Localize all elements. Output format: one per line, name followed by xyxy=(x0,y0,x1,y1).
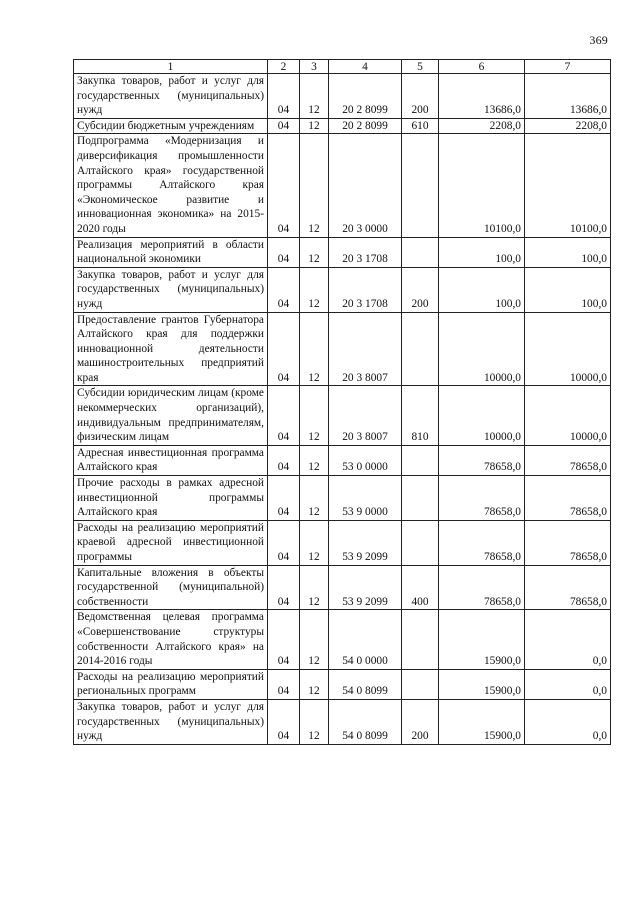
table-row xyxy=(74,386,611,445)
table-body xyxy=(74,74,611,745)
row-name-cell: Расходы на реализацию мероприятий краевой адресной инвестиционной программы xyxy=(74,520,268,565)
row-name-cell: Ведомственная целевая программа «Совершенствование структуры собственности Алтайского края» на 2014-2016 годы xyxy=(74,610,268,669)
amount-cell: 0,0 xyxy=(525,610,611,669)
expense-type-cell: 200 xyxy=(402,699,439,744)
amount-cell: 100,0 xyxy=(525,237,611,267)
expense-type-cell: 610 xyxy=(402,118,439,134)
table-row xyxy=(74,267,611,312)
subsection-code-cell: 12 xyxy=(300,699,329,744)
amount-cell: 15900,0 xyxy=(439,669,525,699)
amount-cell: 78658,0 xyxy=(525,520,611,565)
amount-cell: 10000,0 xyxy=(525,386,611,445)
amount-cell: 78658,0 xyxy=(439,445,525,475)
row-name-cell: Закупка товаров, работ и услуг для государственных (муниципальных) нужд xyxy=(74,699,268,744)
table-row xyxy=(74,476,611,521)
section-code-cell: 04 xyxy=(268,118,300,134)
amount-cell: 10000,0 xyxy=(525,312,611,386)
header-row xyxy=(74,60,611,74)
row-name-cell: Подпрограмма «Модернизация и диверсификация промышленности Алтайского края» государственной программы Алтайского края «Экономическое развитие и инновационная экономика» на 2015-2020 годы xyxy=(74,134,268,237)
section-code-cell: 04 xyxy=(268,386,300,445)
section-code-cell: 04 xyxy=(268,445,300,475)
section-code-cell: 04 xyxy=(268,669,300,699)
subsection-code-cell: 12 xyxy=(300,610,329,669)
section-code-cell: 04 xyxy=(268,476,300,521)
table-row xyxy=(74,445,611,475)
column-header: 3 xyxy=(300,60,329,74)
amount-cell: 13686,0 xyxy=(525,74,611,119)
expense-type-cell: 810 xyxy=(402,386,439,445)
amount-cell: 0,0 xyxy=(525,669,611,699)
section-code-cell: 04 xyxy=(268,520,300,565)
section-code-cell: 04 xyxy=(268,312,300,386)
amount-cell: 78658,0 xyxy=(525,476,611,521)
column-header: 6 xyxy=(439,60,525,74)
table-row xyxy=(74,312,611,386)
section-code-cell: 04 xyxy=(268,267,300,312)
row-name-cell: Субсидии юридическим лицам (кроме некоммерческих организаций), индивидуальным предпринимателям, физическим лицам xyxy=(74,386,268,445)
column-header: 2 xyxy=(268,60,300,74)
expense-type-cell: 400 xyxy=(402,565,439,610)
target-article-cell: 53 9 2099 xyxy=(329,520,402,565)
row-name-cell: Капитальные вложения в объекты государственной (муниципальной) собственности xyxy=(74,565,268,610)
target-article-cell: 20 2 8099 xyxy=(329,74,402,119)
target-article-cell: 54 0 8099 xyxy=(329,699,402,744)
amount-cell: 78658,0 xyxy=(439,565,525,610)
target-article-cell: 20 3 8007 xyxy=(329,386,402,445)
amount-cell: 10100,0 xyxy=(439,134,525,237)
amount-cell: 2208,0 xyxy=(439,118,525,134)
table-row xyxy=(74,134,611,237)
target-article-cell: 20 3 1708 xyxy=(329,237,402,267)
subsection-code-cell: 12 xyxy=(300,520,329,565)
amount-cell: 10100,0 xyxy=(525,134,611,237)
column-header: 7 xyxy=(525,60,611,74)
target-article-cell: 54 0 8099 xyxy=(329,669,402,699)
subsection-code-cell: 12 xyxy=(300,312,329,386)
amount-cell: 100,0 xyxy=(439,237,525,267)
section-code-cell: 04 xyxy=(268,565,300,610)
section-code-cell: 04 xyxy=(268,74,300,119)
amount-cell: 0,0 xyxy=(525,699,611,744)
section-code-cell: 04 xyxy=(268,699,300,744)
table-row xyxy=(74,237,611,267)
section-code-cell: 04 xyxy=(268,237,300,267)
expense-type-cell xyxy=(402,520,439,565)
row-name-cell: Закупка товаров, работ и услуг для государственных (муниципальных) нужд xyxy=(74,267,268,312)
amount-cell: 10000,0 xyxy=(439,312,525,386)
table-row xyxy=(74,699,611,744)
expense-type-cell xyxy=(402,610,439,669)
amount-cell: 78658,0 xyxy=(439,476,525,521)
expense-type-cell xyxy=(402,476,439,521)
table-row xyxy=(74,669,611,699)
target-article-cell: 20 3 1708 xyxy=(329,267,402,312)
subsection-code-cell: 12 xyxy=(300,74,329,119)
column-header: 1 xyxy=(74,60,268,74)
amount-cell: 100,0 xyxy=(439,267,525,312)
expense-type-cell: 200 xyxy=(402,74,439,119)
subsection-code-cell: 12 xyxy=(300,445,329,475)
table-row xyxy=(74,520,611,565)
column-header: 5 xyxy=(402,60,439,74)
expense-type-cell xyxy=(402,312,439,386)
amount-cell: 78658,0 xyxy=(525,565,611,610)
expense-type-cell xyxy=(402,134,439,237)
subsection-code-cell: 12 xyxy=(300,565,329,610)
table-row xyxy=(74,610,611,669)
row-name-cell: Реализация мероприятий в области национальной экономики xyxy=(74,237,268,267)
subsection-code-cell: 12 xyxy=(300,669,329,699)
row-name-cell: Предоставление грантов Губернатора Алтайского края для поддержки инновационной деятельности машиностроительных предприятий края xyxy=(74,312,268,386)
page-number: 369 xyxy=(589,33,608,47)
target-article-cell: 53 0 0000 xyxy=(329,445,402,475)
section-code-cell: 04 xyxy=(268,610,300,669)
amount-cell: 15900,0 xyxy=(439,699,525,744)
amount-cell: 10000,0 xyxy=(439,386,525,445)
subsection-code-cell: 12 xyxy=(300,134,329,237)
target-article-cell: 53 9 2099 xyxy=(329,565,402,610)
target-article-cell: 20 3 8007 xyxy=(329,312,402,386)
expense-type-cell xyxy=(402,237,439,267)
expense-type-cell: 200 xyxy=(402,267,439,312)
subsection-code-cell: 12 xyxy=(300,118,329,134)
subsection-code-cell: 12 xyxy=(300,267,329,312)
amount-cell: 2208,0 xyxy=(525,118,611,134)
target-article-cell: 54 0 0000 xyxy=(329,610,402,669)
table-row xyxy=(74,118,611,134)
row-name-cell: Закупка товаров, работ и услуг для государственных (муниципальных) нужд xyxy=(74,74,268,119)
target-article-cell: 20 2 8099 xyxy=(329,118,402,134)
budget-table xyxy=(73,59,611,745)
amount-cell: 13686,0 xyxy=(439,74,525,119)
subsection-code-cell: 12 xyxy=(300,237,329,267)
row-name-cell: Субсидии бюджетным учреждениям xyxy=(74,118,268,134)
subsection-code-cell: 12 xyxy=(300,476,329,521)
table-row xyxy=(74,74,611,119)
row-name-cell: Прочие расходы в рамках адресной инвестиционной программы Алтайского края xyxy=(74,476,268,521)
section-code-cell: 04 xyxy=(268,134,300,237)
amount-cell: 15900,0 xyxy=(439,610,525,669)
amount-cell: 100,0 xyxy=(525,267,611,312)
row-name-cell: Расходы на реализацию мероприятий региональных программ xyxy=(74,669,268,699)
amount-cell: 78658,0 xyxy=(525,445,611,475)
amount-cell: 78658,0 xyxy=(439,520,525,565)
target-article-cell: 53 9 0000 xyxy=(329,476,402,521)
target-article-cell: 20 3 0000 xyxy=(329,134,402,237)
row-name-cell: Адресная инвестиционная программа Алтайского края xyxy=(74,445,268,475)
column-header: 4 xyxy=(329,60,402,74)
expense-type-cell xyxy=(402,669,439,699)
table-row xyxy=(74,565,611,610)
expense-type-cell xyxy=(402,445,439,475)
subsection-code-cell: 12 xyxy=(300,386,329,445)
